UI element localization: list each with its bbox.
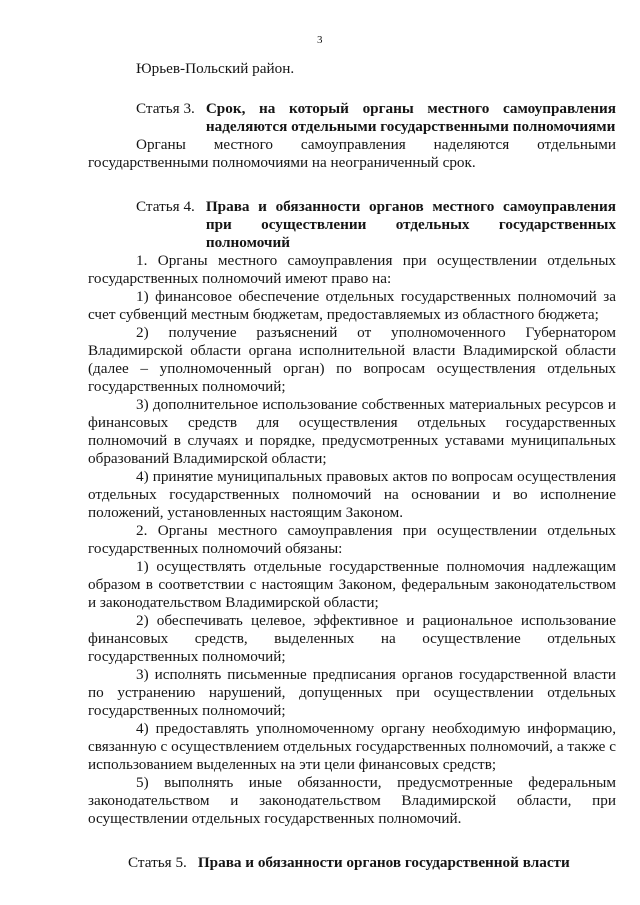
intro-line: Юрьев-Польский район. bbox=[136, 60, 295, 77]
document-body bbox=[88, 60, 616, 872]
article-3-heading bbox=[88, 100, 616, 136]
list-item: 1) финансовое обеспечение отдельных государственных полномочий за счет субвенций местным бюджетам, предоставляемых из областного бюджета; bbox=[88, 288, 616, 323]
article-4-paragraph-2: 2. Органы местного самоуправления при осуществлении отдельных государственных полномочий обязаны: bbox=[88, 522, 616, 557]
article-4-title: Права и обязанности органов местного самоуправления при осуществлении отдельных государственных полномочий bbox=[205, 198, 616, 251]
article-3-label: Статья 3. bbox=[136, 100, 195, 117]
list-item: 1) осуществлять отдельные государственные полномочия надлежащим образом в соответствии с настоящим Законом, федеральным законодательством и законодательством Владимирской области; bbox=[88, 558, 616, 611]
article-5-title: Права и обязанности органов государственной власти bbox=[197, 854, 570, 871]
article-4-heading bbox=[88, 198, 616, 252]
list-item: 2) получение разъяснений от уполномоченного Губернатором Владимирской области органа исполнительной власти Владимирской области (далее – уполномоченный орган) по вопросам осуществления отдельных государственных полномочий; bbox=[88, 324, 616, 395]
article-4-paragraph-1: 1. Органы местного самоуправления при осуществлении отдельных государственных полномочий имеют право на: bbox=[88, 252, 616, 287]
list-item: 4) принятие муниципальных правовых актов по вопросам осуществления отдельных государственных полномочий на основании и во исполнение положений, установленных настоящим Законом. bbox=[88, 468, 616, 521]
article-5-label: Статья 5. bbox=[128, 854, 187, 871]
article-4-label: Статья 4. bbox=[136, 198, 195, 215]
article-3-body: Органы местного самоуправления наделяются отдельными государственными полномочиями на неограниченный срок. bbox=[88, 136, 616, 171]
page-number: 3 bbox=[317, 34, 323, 46]
list-item: 2) обеспечивать целевое, эффективное и рациональное использование финансовых средств, выделенных на осуществление отдельных государственных полномочий; bbox=[88, 612, 616, 665]
list-item: 3) исполнять письменные предписания органов государственной власти по устранению нарушений, допущенных при осуществлении отдельных государственных полномочий; bbox=[88, 666, 616, 719]
article-3-title: Срок, на который органы местного самоуправления наделяются отдельными государственными полномочиями bbox=[205, 100, 616, 135]
list-item: 3) дополнительное использование собственных материальных ресурсов и финансовых средств для осуществления отдельных государственных полномочий в случаях и порядке, предусмотренных уставами муниципальных образований Владимирской области; bbox=[88, 396, 616, 467]
list-item: 4) предоставлять уполномоченному органу необходимую информацию, связанную с осуществлением отдельных государственных полномочий, а также с использованием выделенных на эти цели финансовых средств; bbox=[88, 720, 616, 773]
list-item: 5) выполнять иные обязанности, предусмотренные федеральным законодательством и законодательством Владимирской области, при осуществлении отдельных государственных полномочий. bbox=[88, 774, 616, 827]
article-5-heading bbox=[88, 854, 616, 872]
